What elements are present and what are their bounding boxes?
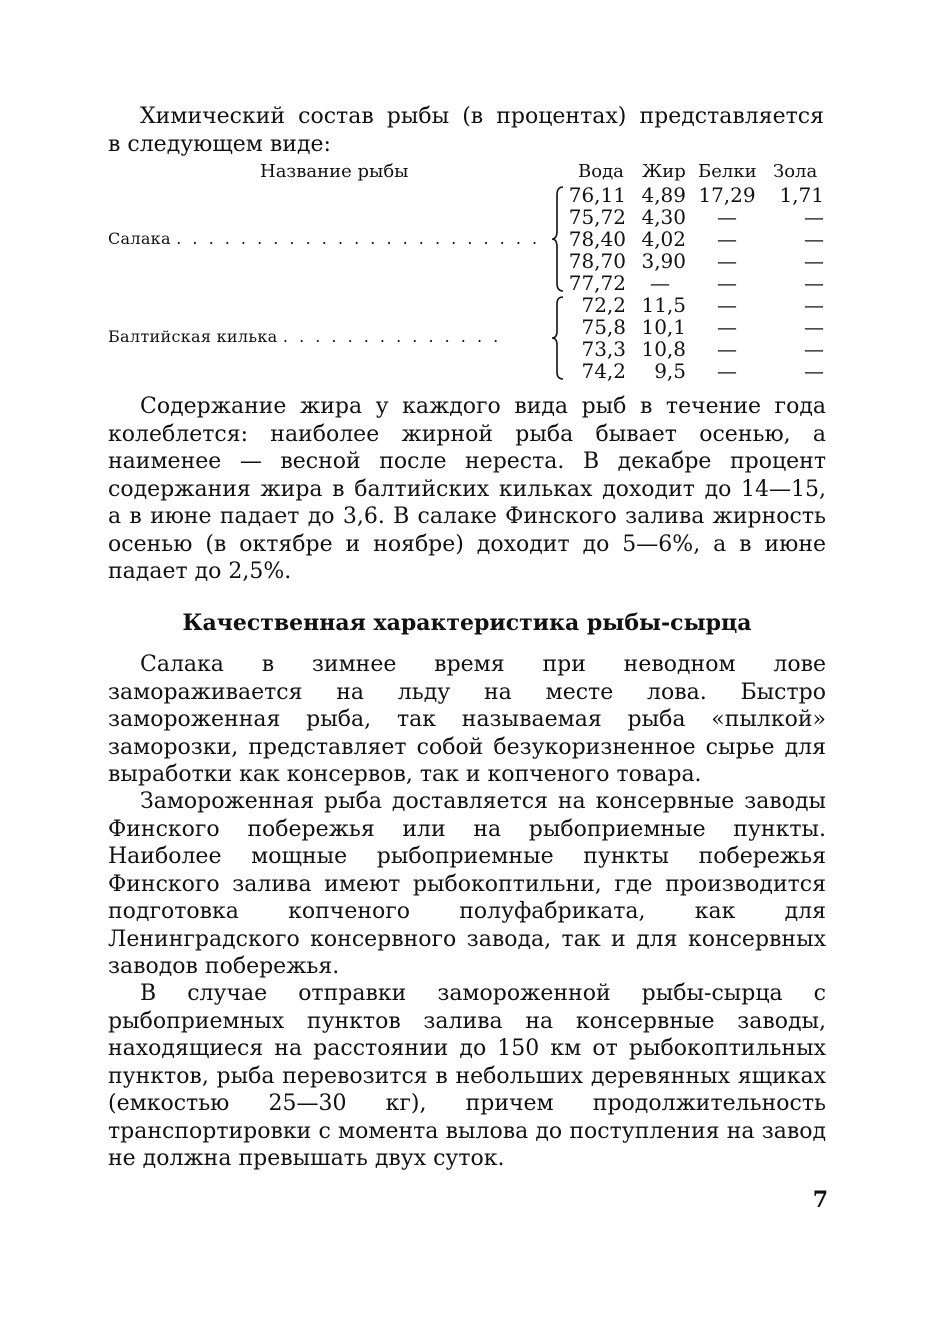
cell-ash: —: [804, 359, 824, 383]
cell-protein: —: [717, 249, 737, 273]
intro-text: [108, 103, 824, 159]
intro-line-1: Химический состав рыбы (в процентах) представляется: [140, 104, 824, 129]
header-ash: Зола: [773, 161, 818, 182]
cell-water: 76,11: [568, 183, 626, 207]
cell-fat: 10,1: [641, 315, 686, 339]
header-water: Вода: [578, 161, 624, 182]
cell-ash: —: [804, 205, 824, 229]
cell-fat: 9,5: [654, 359, 686, 383]
cell-fat: 4,02: [641, 227, 686, 251]
cell-ash: —: [804, 337, 824, 361]
cell-water: 75,8: [581, 315, 626, 339]
cell-ash: —: [804, 227, 824, 251]
cell-fat: 10,8: [641, 337, 686, 361]
cell-protein: —: [717, 205, 737, 229]
header-fat: Жир: [642, 161, 686, 182]
cell-water: 75,72: [568, 205, 626, 229]
cell-ash: —: [804, 293, 824, 317]
cell-water: 74,2: [581, 359, 626, 383]
cell-protein: —: [717, 315, 737, 339]
header-fish-name: Название рыбы: [260, 161, 409, 182]
brace-kilka: [551, 295, 565, 381]
cell-protein: 17,29: [698, 183, 756, 207]
cell-water: 78,40: [568, 227, 626, 251]
cell-water: 73,3: [581, 337, 626, 361]
group-label-text: Балтийская килька: [108, 327, 278, 346]
group-label-salaka: [108, 229, 540, 248]
section-heading: Качественная характеристика рыбы-сырца: [182, 610, 752, 636]
paragraph-fat-content: Содержание жира у каждого вида рыб в течение года колеблется: наиболее жирной рыба бывает осенью, а наименее — весной после нереста. В декабре процент содержания жира в балтийских кильках доходит до 14—15, а в июне падает до 3,6. В салаке Финского залива жирность осенью (в октябре и ноябре) доходит до 5—6%, а в июне падает до 2,5%.: [108, 394, 826, 584]
group-label-kilka: [108, 327, 501, 346]
page-number: 7: [812, 1187, 828, 1213]
cell-water: 77,72: [568, 271, 626, 295]
cell-water: 72,2: [581, 293, 626, 317]
cell-protein: —: [717, 227, 737, 251]
group-label-text: Салака: [108, 229, 171, 248]
cell-protein: —: [717, 337, 737, 361]
cell-ash: —: [804, 315, 824, 339]
cell-fat: —: [650, 271, 670, 295]
cell-fat: 11,5: [641, 293, 686, 317]
intro-line-2: в следующем виде:: [108, 132, 331, 157]
cell-fat: 4,30: [641, 205, 686, 229]
cell-ash: —: [804, 249, 824, 273]
cell-protein: —: [717, 271, 737, 295]
paragraph-2: Замороженная рыба доставляется на консервные заводы Финского побережья или на рыбоприемные пункты. Наиболее мощные рыбоприемные пункты побережья Финского залива имеют рыбокоптильни, где производится подготовка копченого полуфабриката, как для Ленинградского консервного завода, так и для консервных заводов побережья.: [108, 789, 826, 979]
header-protein: Белки: [698, 161, 757, 182]
composition-table: [108, 161, 828, 381]
leader-dots: . . . . . . . . . . . . . .: [282, 327, 502, 346]
brace-salaka: [551, 185, 565, 293]
paragraph-1: Салака в зимнее время при неводном лове замораживается на льду на месте лова. Быстро замороженная рыба, так называемая рыба «пылкой» заморозки, представляет собой безукоризненное сырье для выработки как консервов, так и копченого товара.: [108, 652, 826, 787]
leader-dots: . . . . . . . . . . . . . . . . . . . . . . .: [176, 229, 541, 248]
cell-ash: 1,71: [779, 183, 824, 207]
cell-fat: 3,90: [641, 249, 686, 273]
cell-protein: —: [717, 293, 737, 317]
cell-ash: —: [804, 271, 824, 295]
paragraph-3: В случае отправки замороженной рыбы-сырца с рыбоприемных пунктов залива на консервные заводы, находящиеся на расстоянии до 150 км от рыбокоптильных пунктов, рыба перевозится в небольших деревянных ящиках (емкостью 25—30 кг), причем продолжительность транспортировки с момента вылова до поступления на завод не должна превышать двух суток.: [108, 981, 826, 1171]
cell-water: 78,70: [568, 249, 626, 273]
cell-fat: 4,89: [641, 183, 686, 207]
cell-protein: —: [717, 359, 737, 383]
